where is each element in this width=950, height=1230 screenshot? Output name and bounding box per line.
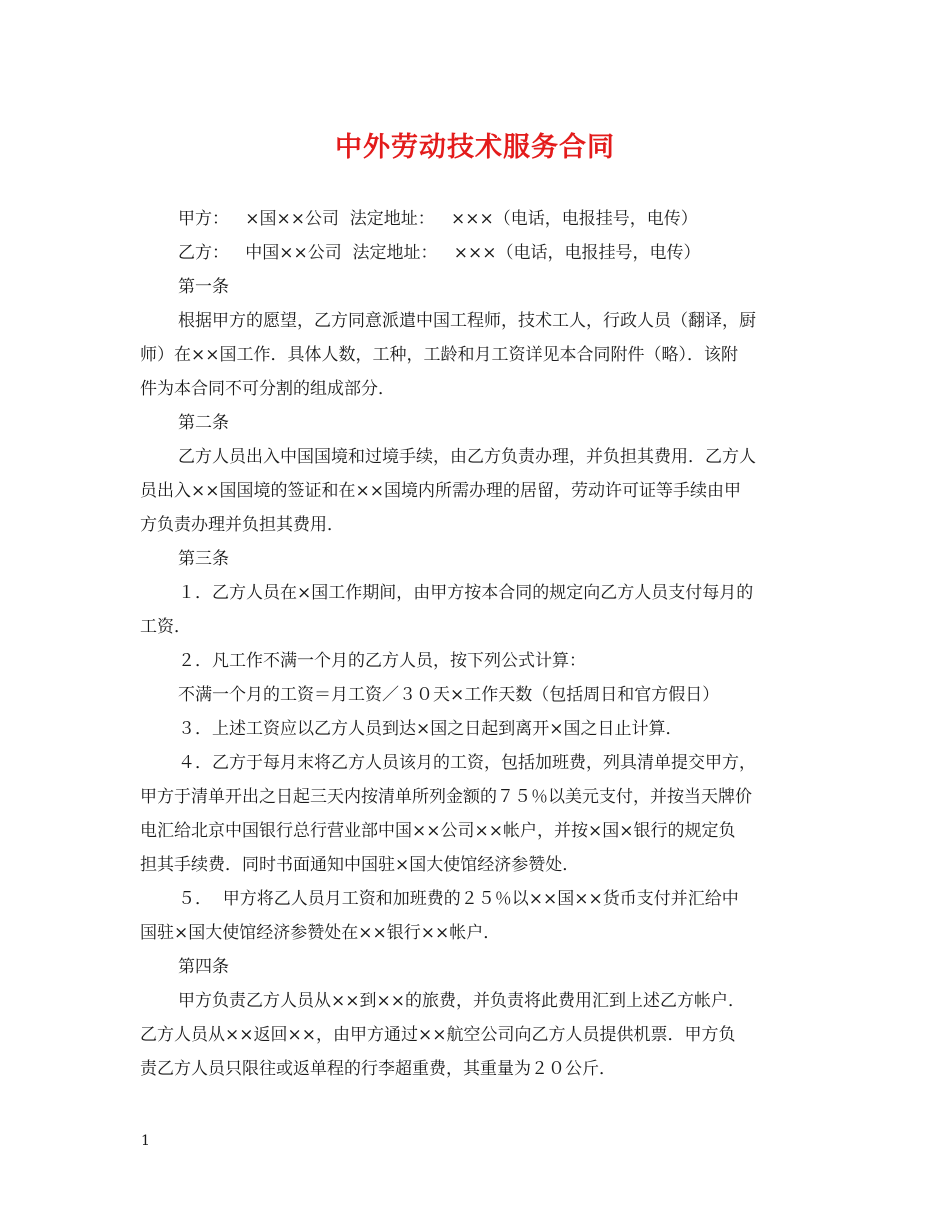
body-line: 根据甲方的愿望，乙方同意派遣中国工程师，技术工人，行政人员（翻译，厨 <box>178 311 756 331</box>
body-line: 员出入××国国境的签证和在××国境内所需办理的居留，劳动许可证等手续由甲 <box>140 481 741 501</box>
body-line: 件为本合同不可分割的组成部分． <box>140 379 395 399</box>
body-line: 第二条 <box>178 413 229 433</box>
body-line: 责乙方人员只限往或返单程的行李超重费，其重量为２０公斤． <box>140 1059 616 1079</box>
body-line: 方负责办理并负担其费用． <box>140 515 344 535</box>
document-title: 中外劳动技术服务合同 <box>335 132 615 163</box>
body-line: １．乙方人员在×国工作期间，由甲方按本合同的规定向乙方人员支付每月的 <box>178 583 754 603</box>
body-line: ３．上述工资应以乙方人员到达×国之日起到离开×国之日止计算． <box>178 719 683 739</box>
body-line: 乙方人员出入中国国境和过境手续，由乙方负责办理，并负担其费用．乙方人 <box>178 447 756 467</box>
body-line: 乙方： 中国××公司 法定地址： ×××（电话，电报挂号，电传） <box>178 243 701 263</box>
body-line: ４．乙方于每月末将乙方人员该月的工资，包括加班费，列具清单提交甲方， <box>178 753 756 773</box>
page-number: 1 <box>141 1133 150 1149</box>
body-line: 不满一个月的工资＝月工资／３０天×工作天数（包括周日和官方假日） <box>178 685 720 705</box>
body-line: 第三条 <box>178 549 229 569</box>
body-line: 甲方于清单开出之日起三天内按清单所列金额的７５％以美元支付，并按当天牌价 <box>140 787 752 807</box>
body-line: ２．凡工作不满一个月的乙方人员，按下列公式计算： <box>178 651 586 671</box>
body-line: 乙方人员从××返回××，由甲方通过××航空公司向乙方人员提供机票．甲方负 <box>140 1025 736 1045</box>
body-line: 甲方： ×国××公司 法定地址： ×××（电话，电报挂号，电传） <box>178 209 698 229</box>
body-line: ５． 甲方将乙人员月工资和加班费的２５％以××国××货币支付并汇给中 <box>178 889 739 909</box>
body-line: 担其手续费．同时书面通知中国驻×国大使馆经济参赞处． <box>140 855 580 875</box>
body-line: 师）在××国工作．具体人数，工种，工龄和月工资详见本合同附件（略）．该附 <box>140 345 738 365</box>
body-line: 工资． <box>140 617 191 637</box>
body-line: 电汇给北京中国银行总行营业部中国××公司××帐户，并按×国×银行的规定负 <box>140 821 736 841</box>
body-line: 甲方负责乙方人员从××到××的旅费，并负责将此费用汇到上述乙方帐户． <box>178 991 745 1011</box>
document-body <box>140 202 812 1086</box>
body-line: 第四条 <box>178 957 229 977</box>
body-line: 国驻×国大使馆经济参赞处在××银行××帐户． <box>140 923 501 943</box>
body-line: 第一条 <box>178 277 229 297</box>
